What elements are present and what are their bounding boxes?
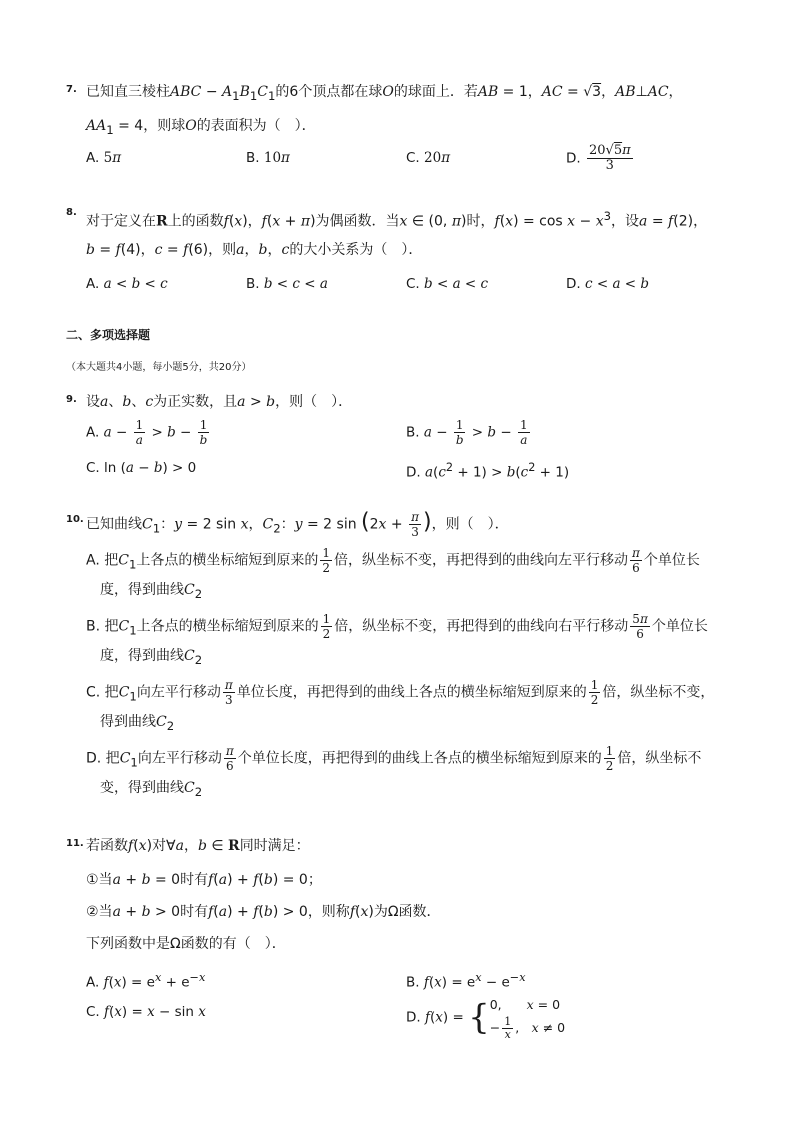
q10-line-1: 已知曲线$C_1$：y = 2 sin x，$C_2$：y = 2 sin (2x + $\frac{\pi}{3}$ )，则（ ）． <box>86 509 509 539</box>
q11-line-2: ①当a + b = 0时有f(a) + f(b) = 0； <box>86 872 322 888</box>
q10-option-d-cont: 变，得到曲线$C_2$ <box>100 780 203 799</box>
q7-line-2: $AA_1 = 4$，则球O的表面积为（ ）． <box>86 118 316 137</box>
q7-line-1: 已知直三棱柱ABC − $A_1B_1C_1$的6个顶点都在球O的球面上．若AB = 1，AC = √3，AB⊥AC， <box>86 84 683 103</box>
q9-option-c[interactable]: C. ln (a − b) > 0 <box>86 460 197 476</box>
q8-option-c[interactable]: C. b < a < c <box>406 276 489 292</box>
q11-line-1: 若函数f(x)对∀a，b ∈ R同时满足： <box>86 838 310 854</box>
q11-option-d[interactable]: D. f(x) = { 0, x = 0 − $\frac{1}{x}$ , x ≠ 0 <box>406 997 566 1041</box>
q9-option-b[interactable]: B. a − $\frac{1}{b}$ > b − $\frac{1}{a}$ <box>406 418 528 447</box>
q9-option-a[interactable]: A. a − $\frac{1}{a}$ > b − $\frac{1}{b}$ <box>86 418 208 447</box>
q11-line-3: ②当a + b > 0时有f(a) + f(b) > 0，则称f(x)为Ω函数． <box>86 904 441 920</box>
q10-option-c[interactable]: C. 把$C_1$向左平行移动 $\frac{\pi}{3}$ 单位长度，再把得到的曲线上各点的横坐标缩短到原来的 $\frac{1}{2}$ 倍，纵坐标不变， <box>86 678 715 707</box>
q10-option-b-cont: 度，得到曲线$C_2$ <box>100 648 203 667</box>
question-number: 7. <box>66 84 77 95</box>
q11-line-4: 下列函数中是Ω函数的有（ ）． <box>86 936 286 952</box>
q8-line-1: 对于定义在R上的函数f(x)，f(x + π)为偶函数．当x ∈ (0, π)时，$f(x) = \cos x - x^3$，设a = f(2)， <box>86 209 708 230</box>
q8-option-d[interactable]: D. c < a < b <box>566 276 650 292</box>
q10-option-b[interactable]: B. 把$C_1$上各点的横坐标缩短到原来的 $\frac{1}{2}$ 倍，纵坐标不变，再把得到的曲线向右平行移动 $\frac{5\pi}{6}$ 个单位长 <box>86 612 708 641</box>
q10-option-a[interactable]: A. 把$C_1$上各点的横坐标缩短到原来的 $\frac{1}{2}$ 倍，纵坐标不变，再把得到的曲线向左平行移动 $\frac{\pi}{6}$ 个单位长 <box>86 546 700 575</box>
q9-line-1: 设a、b、c为正实数，且a > b，则（ ）． <box>86 394 353 410</box>
q9-option-d[interactable]: D. $a(c^2 + 1) > b(c^2 + 1)$ <box>406 461 570 481</box>
q10-option-c-cont: 得到曲线$C_2$ <box>100 714 175 733</box>
q11-option-b[interactable]: B. $f(x) = e^x - e^{-x}$ <box>406 971 526 991</box>
question-number: 8. <box>66 207 77 218</box>
question-number: 9. <box>66 394 77 405</box>
question-number: 11. <box>66 838 84 849</box>
q11-option-c[interactable]: C. f(x) = x − sin x <box>86 1004 206 1020</box>
section-note: （本大题共4小题，每小题5分，共20分） <box>66 362 252 373</box>
q8-option-a[interactable]: A. a < b < c <box>86 276 168 292</box>
q8-line-2: b = f(4)，c = f(6)，则a，b，c的大小关系为（ ）． <box>86 242 423 258</box>
q7-option-d[interactable]: D. $\frac{20√5\pi}{3}$ <box>566 143 631 173</box>
question-number: 10. <box>66 514 84 525</box>
q7-option-a[interactable]: A. 5π <box>86 150 122 166</box>
q7-option-b[interactable]: B. 10π <box>246 150 290 166</box>
section-title: 二、多项选择题 <box>66 328 151 342</box>
q10-option-a-cont: 度，得到曲线$C_2$ <box>100 582 203 601</box>
q10-option-d[interactable]: D. 把$C_1$向左平行移动 $\frac{\pi}{6}$ 个单位长度，再把得到的曲线上各点的横坐标缩短到原来的 $\frac{1}{2}$ 倍，纵坐标不 <box>86 744 702 773</box>
q7-option-c[interactable]: C. 20π <box>406 150 451 166</box>
q11-option-a[interactable]: A. $f(x) = e^x + e^{-x}$ <box>86 971 206 991</box>
q8-option-b[interactable]: B. b < c < a <box>246 276 328 292</box>
